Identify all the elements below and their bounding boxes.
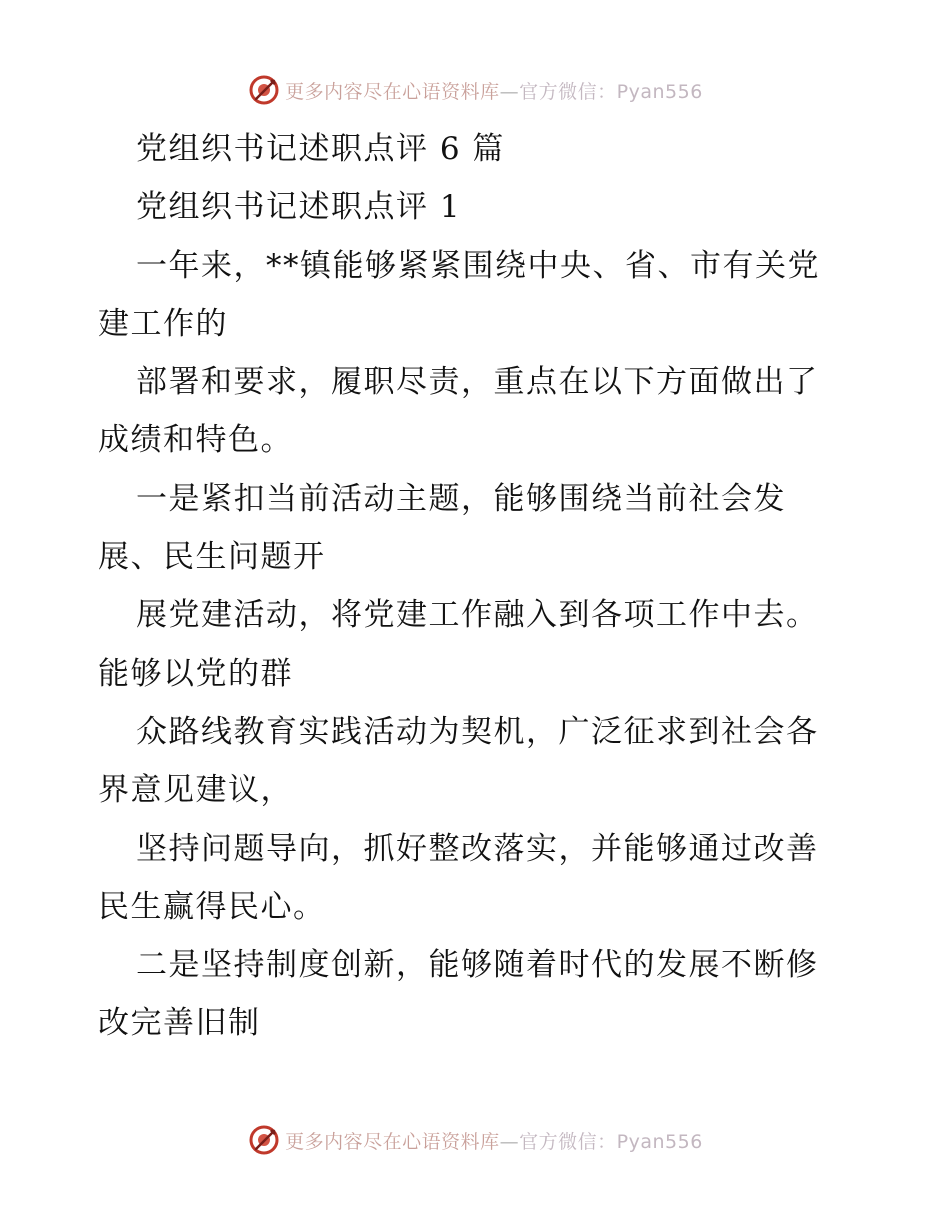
paragraph-line: 众路线教育实践活动为契机，广泛征求到社会各 (136, 713, 819, 750)
banner-library-text: 更多内容尽在心语资料库 (285, 1130, 500, 1153)
paragraph-line: 坚持问题导向，抓好整改落实，并能够通过改善 (136, 830, 819, 867)
paragraph-line: 一年来，**镇能够紧紧围绕中央、省、市有关党 (136, 247, 820, 284)
banner-separator: — (499, 80, 520, 103)
footer-banner (0, 1120, 950, 1160)
banner-wechat-text: 官方微信：Pyan556 (519, 1130, 703, 1153)
header-banner (0, 70, 950, 110)
pen-logo-icon (247, 73, 281, 107)
banner-text (285, 1127, 703, 1154)
paragraph-line: 二是坚持制度创新，能够随着时代的发展不断修 (136, 947, 819, 984)
banner-text (285, 77, 703, 104)
paragraph-line: 建工作的 (98, 305, 228, 342)
pen-logo-icon (247, 1123, 281, 1157)
paragraph-line: 能够以党的群 (98, 655, 293, 692)
document-body (98, 120, 858, 1053)
paragraph-line: 部署和要求，履职尽责，重点在以下方面做出了 (136, 364, 819, 401)
paragraph-line: 改完善旧制 (98, 1005, 261, 1042)
paragraph-line: 展、民生问题开 (98, 539, 326, 576)
banner-wechat-text: 官方微信：Pyan556 (519, 80, 703, 103)
document-title: 党组织书记述职点评 6 篇 (136, 131, 505, 167)
banner-library-text: 更多内容尽在心语资料库 (285, 80, 500, 103)
paragraph-line: 一是紧扣当前活动主题，能够围绕当前社会发 (136, 480, 786, 517)
paragraph-line: 成绩和特色。 (98, 422, 293, 459)
section-heading: 党组织书记述职点评 1 (136, 189, 462, 226)
paragraph-line: 展党建活动，将党建工作融入到各项工作中去。 (136, 597, 819, 634)
paragraph-line: 民生赢得民心。 (98, 888, 326, 925)
banner-separator: — (499, 1130, 520, 1153)
paragraph-line: 界意见建议， (98, 772, 293, 809)
